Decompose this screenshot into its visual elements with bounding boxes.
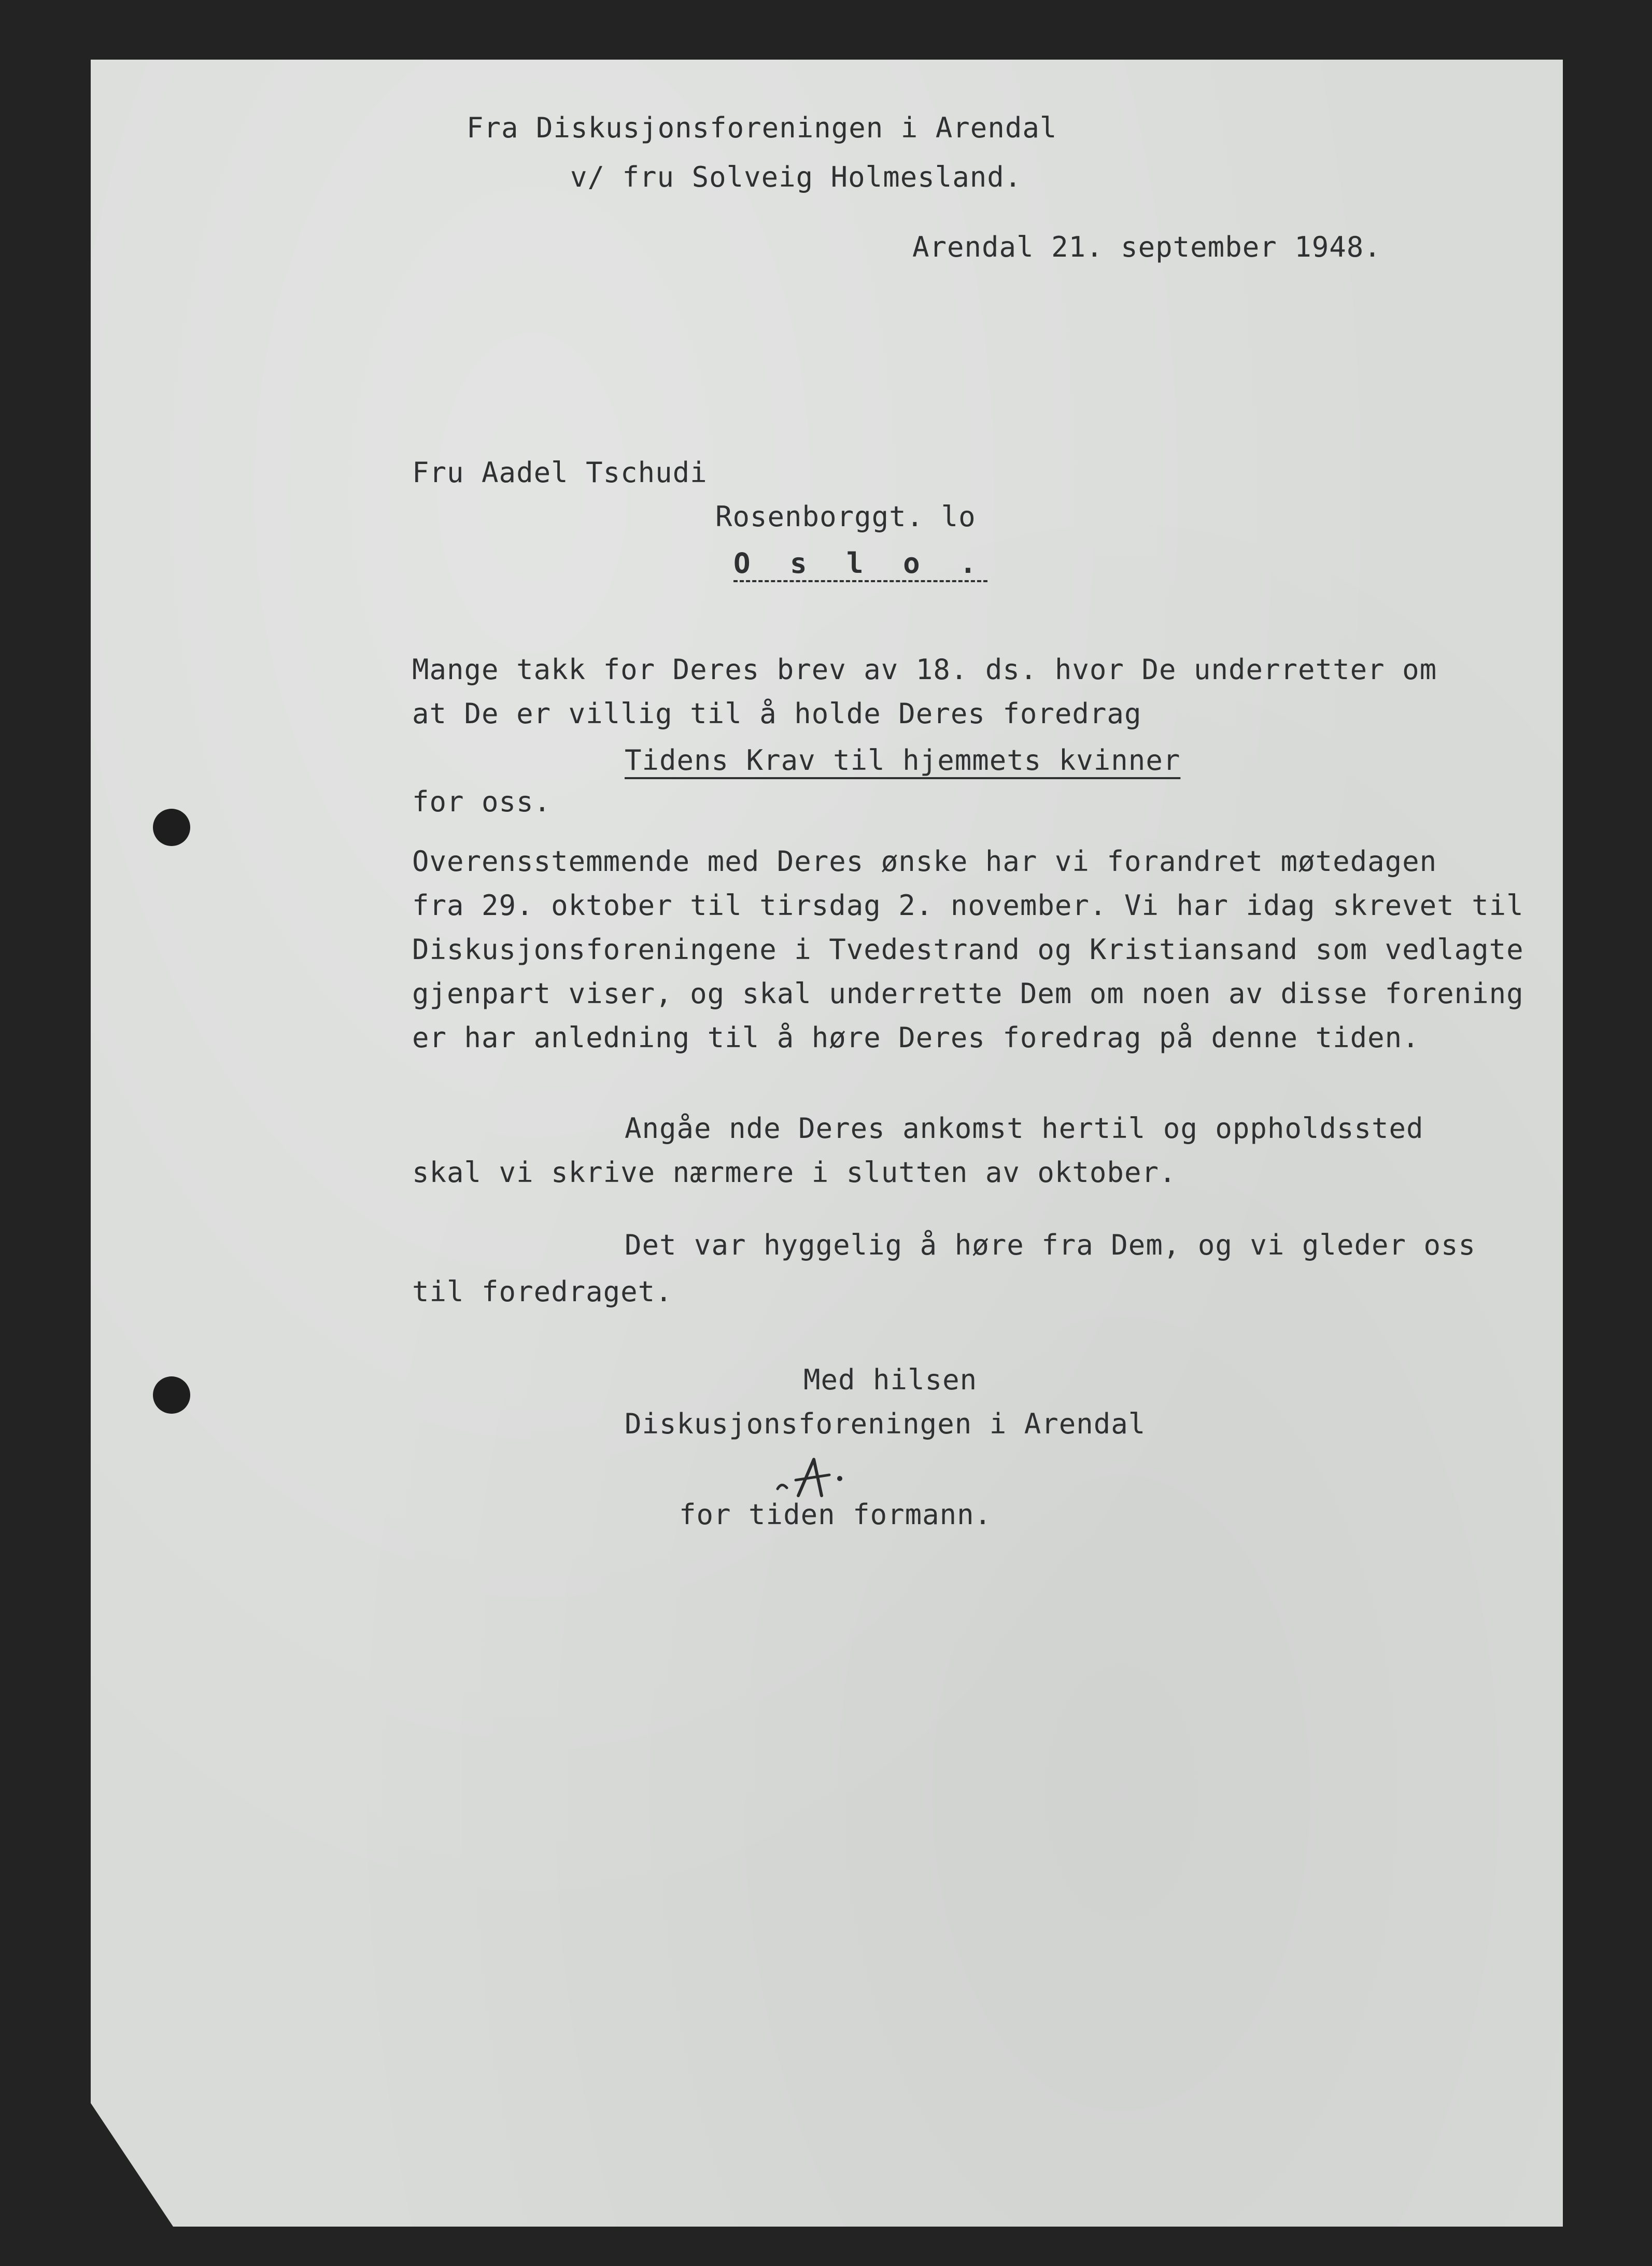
body-p2-line2: fra 29. oktober til tirsdag 2. november. Vi har idag skrevet til <box>412 889 1524 922</box>
letter-date: Arendal 21. september 1948. <box>912 231 1381 263</box>
punch-hole-top <box>153 809 190 846</box>
punch-hole-bottom <box>153 1376 190 1414</box>
body-p2-line4: gjenpart viser, og skal underrette Dem om noen av disse forening <box>412 977 1524 1010</box>
body-p1-line1: Mange takk for Deres brev av 18. ds. hvor De underretter om <box>412 653 1437 686</box>
body-p4-line2: til foredraget. <box>412 1275 673 1308</box>
header-contact: v/ fru Solveig Holmesland. <box>570 161 1022 193</box>
closing-organization: Diskusjonsforeningen i Arendal <box>625 1408 1146 1440</box>
body-p3-line2: skal vi skrive nærmere i slutten av oktober. <box>412 1156 1177 1189</box>
lecture-title: Tidens Krav til hjemmets kvinner <box>625 744 1181 777</box>
body-p1-line2: at De er villig til å holde Deres foredrag <box>412 697 1142 730</box>
body-p3-line1: Angåe nde Deres ankomst hertil og oppholdssted <box>625 1112 1424 1145</box>
recipient-street: Rosenborggt. lo <box>715 500 976 533</box>
recipient-name: Fru Aadel Tschudi <box>412 456 708 489</box>
body-p2-line1: Overensstemmende med Deres ønske har vi forandret møtedagen <box>412 845 1437 878</box>
body-p4-line1: Det var hyggelig å høre fra Dem, og vi gleder oss <box>625 1229 1476 1261</box>
closing-greeting: Med hilsen <box>803 1363 978 1396</box>
closing-role: for tiden formann. <box>679 1498 992 1531</box>
body-p1-line3: for oss. <box>412 785 552 818</box>
header-sender: Fra Diskusjonsforeningen i Arendal <box>467 111 1057 144</box>
body-p2-line5: er har anledning til å høre Deres foredrag på denne tiden. <box>412 1021 1420 1054</box>
recipient-city: O s l o . <box>733 547 988 580</box>
handwritten-initials <box>772 1457 855 1498</box>
body-p2-line3: Diskusjonsforeningene i Tvedestrand og Kristiansand som vedlagte <box>412 933 1524 966</box>
